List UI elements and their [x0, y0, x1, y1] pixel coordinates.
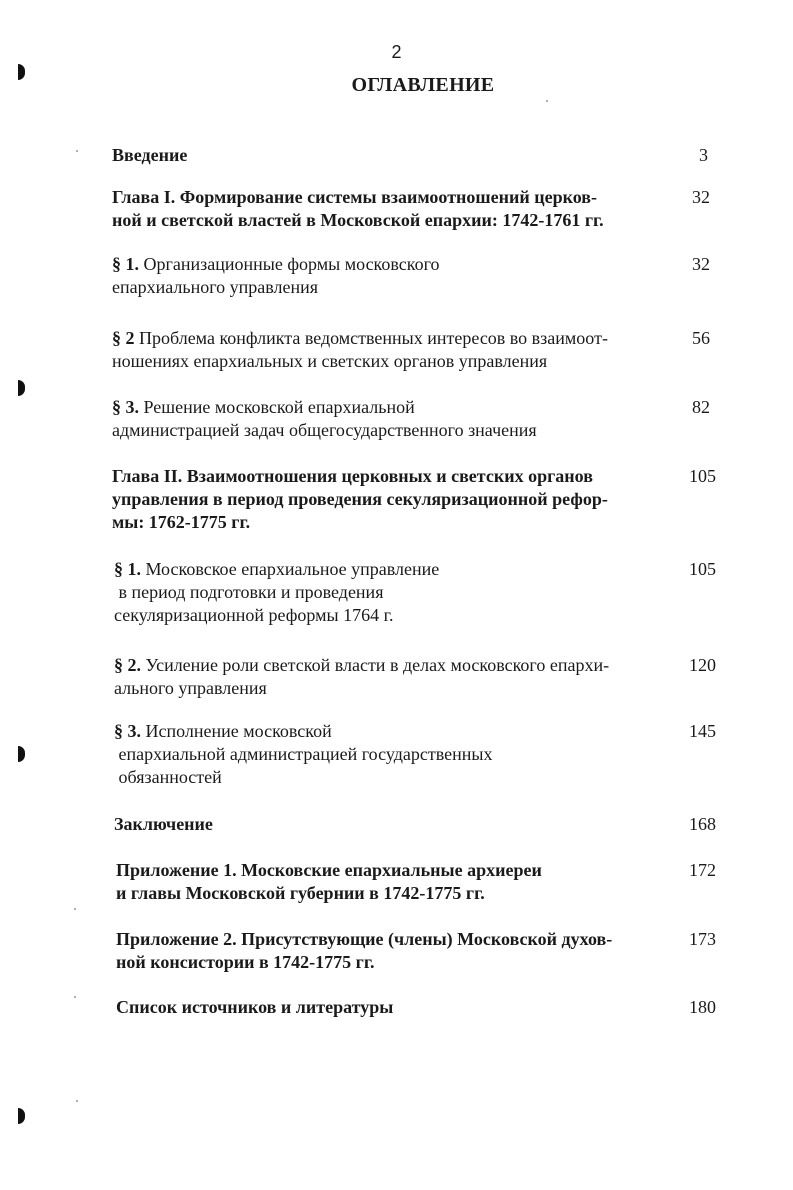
toc-line: Введение: [112, 145, 188, 165]
toc-line: [114, 558, 654, 581]
toc-page-number: 56: [692, 328, 710, 348]
scan-speck: [74, 908, 76, 910]
toc-line: и главы Московской губернии в 1742-1775 гг.: [116, 883, 485, 903]
toc-line: епархиальной администрацией государственных: [114, 744, 493, 764]
section-number: § 1.: [112, 254, 139, 274]
toc-line: управления в период проведения секуляризационной рефор-: [112, 489, 608, 509]
toc-page-number: 120: [689, 655, 716, 675]
binding-mark: [18, 746, 25, 762]
toc-entry-text: [116, 859, 656, 905]
toc-page-number: 32: [692, 254, 710, 274]
toc-entry-text: [114, 813, 654, 836]
toc-page-number: 173: [689, 929, 716, 949]
scan-speck: [74, 996, 76, 998]
toc-line: ной и светской властей в Московской епархии: 1742-1761 гг.: [112, 210, 604, 230]
toc-line: Приложение 2. Присутствующие (члены) Московской духов-: [116, 929, 613, 949]
toc-entry-text: [112, 186, 652, 232]
toc-page-number: 3: [699, 145, 708, 165]
toc-line-text: Организационные формы московского: [139, 254, 440, 274]
binding-mark: [18, 1108, 25, 1124]
toc-page-number: 145: [689, 721, 716, 741]
toc-entry-text: [112, 144, 652, 167]
toc-line: Приложение 1. Московские епархиальные архиереи: [116, 860, 542, 880]
section-number: § 3.: [112, 397, 139, 417]
toc-line: мы: 1762-1775 гг.: [112, 512, 251, 532]
toc-page-number: 105: [689, 559, 716, 579]
toc-page-number: 82: [692, 397, 710, 417]
toc-page-number: 105: [689, 466, 716, 486]
toc-line: администрацией задач общегосударственного значения: [112, 420, 537, 440]
toc-line: [112, 396, 652, 419]
toc-line-text: Исполнение московской: [141, 721, 332, 741]
toc-entry-text: [114, 720, 654, 789]
toc-line-text: Усиление роли светской власти в делах московского епархи-: [141, 655, 610, 675]
toc-line: в период подготовки и проведения: [114, 582, 384, 602]
toc-page-number: 168: [689, 814, 716, 834]
toc-line: ной консистории в 1742-1775 гг.: [116, 952, 375, 972]
toc-line-text: Проблема конфликта ведомственных интересов во взаимоот-: [134, 328, 608, 348]
scan-speck: [546, 100, 548, 102]
toc-line: секуляризационной реформы 1764 г.: [114, 605, 394, 625]
section-number: § 1.: [114, 559, 141, 579]
toc-line: [114, 720, 654, 743]
toc-entry-text: [114, 654, 654, 700]
toc-line-text: Решение московской епархиальной: [139, 397, 415, 417]
page-title: ОГЛАВЛЕНИЕ: [351, 74, 495, 96]
toc-entry-text: [112, 396, 652, 442]
toc-page-number: 172: [689, 860, 716, 880]
page-number: 2: [391, 42, 402, 62]
section-number: § 3.: [114, 721, 141, 741]
toc-line: ального управления: [114, 678, 267, 698]
toc-line: Список источников и литературы: [116, 997, 394, 1017]
toc-line: обязанностей: [114, 767, 222, 787]
scan-speck: [76, 150, 78, 152]
toc-line-text: Московское епархиальное управление: [141, 559, 440, 579]
toc-entry-text: [112, 327, 652, 373]
toc-line: Глава II. Взаимоотношения церковных и светских органов: [112, 466, 593, 486]
toc-line: [114, 654, 654, 677]
toc-entry-text: [116, 928, 656, 974]
toc-line: ношениях епархиальных и светских органов управления: [112, 351, 548, 371]
toc-entry-text: [112, 465, 652, 534]
toc-page-number: 32: [692, 187, 710, 207]
section-number: § 2.: [114, 655, 141, 675]
toc-entry-text: [116, 996, 656, 1019]
toc-line: Заключение: [114, 814, 213, 834]
toc-entry-text: [112, 253, 652, 299]
scan-speck: [76, 1100, 78, 1102]
toc-entry-text: [114, 558, 654, 627]
toc-line: [112, 253, 652, 276]
binding-mark: [18, 380, 25, 396]
toc-line: Глава I. Формирование системы взаимоотношений церков-: [112, 187, 597, 207]
section-number: § 2: [112, 328, 135, 348]
toc-page-number: 180: [689, 997, 716, 1017]
toc-line: [112, 327, 652, 350]
toc-line: епархиального управления: [112, 277, 319, 297]
